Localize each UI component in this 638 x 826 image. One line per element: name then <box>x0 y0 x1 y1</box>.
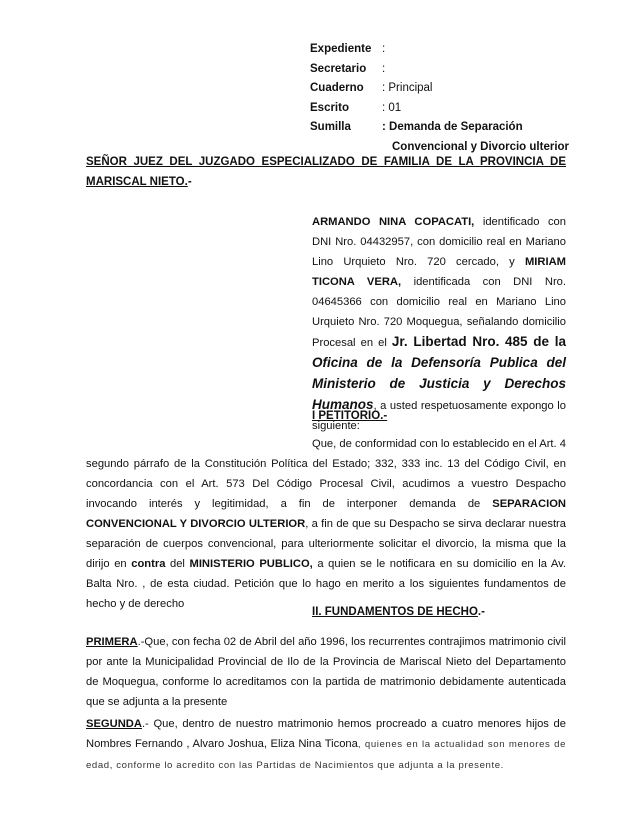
sumilla-label: Sumilla <box>310 121 351 133</box>
petitioner-block <box>312 212 566 436</box>
petitorio-heading: I PETITORIO.- <box>312 410 388 422</box>
sumilla-continuation: Convencional y Divorcio ulterior <box>392 140 570 153</box>
secretario-label: Secretario <box>310 62 367 75</box>
petitioner-text-2: identificada con DNI Nro. 04645366 con domicilio real en Mariano Lino Urquieto Nro. 720 Moquegua, señalando domicilio Procesal en el <box>312 276 566 349</box>
addressee <box>86 152 566 192</box>
segunda-label: SEGUNDA <box>86 718 142 730</box>
petitorio-bold-3: MINISTERIO PUBLICO, <box>189 558 313 570</box>
addressee-suffix: - <box>187 176 192 188</box>
primera-label: PRIMERA <box>86 636 138 648</box>
escrito-label: Escrito <box>310 101 349 114</box>
fundamentos-heading <box>312 606 485 618</box>
segunda-text: .- Que, dentro de nuestro matrimonio hemos procreado a cuatro menores hijos de Nombres Fernando , Alvaro Joshua, Eliza Nina Ticona <box>86 718 566 750</box>
procedural-address: Jr. Libertad Nro. 485 de la <box>391 334 566 349</box>
petitorio-text-2: , a fin de que su Despacho se sirva declarar nuestra separación de cuerpos convencional, para ulteriormente solicitar el divorcio, la misma que la dirijo en <box>86 518 566 570</box>
petitorio-bold-1: SEPARACION CONVENCIONAL Y DIVORCIO ULTERIOR <box>86 498 566 530</box>
petitorio-text-1: Que, de conformidad con lo establecido en el Art. 4 segundo párrafo de la Constitución Política del Estado; 332, 333 inc. 13 del Código Civil, en concordancia con el Art. 573 Del Código Procesal Civil, acudimos a vuestro Despacho invocando interés y legitimidad, a fin de interponer demanda de <box>86 438 566 510</box>
case-metadata <box>310 40 569 157</box>
secretario-value: : <box>382 62 386 75</box>
cuaderno-value: : Principal <box>382 82 433 94</box>
addressee-text: SEÑOR JUEZ DEL JUZGADO ESPECIALIZADO DE FAMILIA DE LA PROVINCIA DE MARISCAL NIETO. <box>86 156 566 188</box>
secretario-row <box>310 60 569 80</box>
petitioner-text-1: identificado con DNI Nro. 04432957, con domicilio real en Mariano Lino Urquieto Nro. 720 cercado, y <box>312 216 567 268</box>
expediente-value: : <box>382 43 386 55</box>
fundamentos-heading-suffix: .- <box>477 606 485 618</box>
defensoria-office: Oficina de la Defensoría Publica del Ministerio de Justicia y Derechos Humanos <box>312 355 566 412</box>
expediente-label: Expediente <box>310 43 372 55</box>
primera-text: .-Que, con fecha 02 de Abril del año 1996, los recurrentes contrajimos matrimonio civil por ante la Municipalidad Provincial de Ilo de la Provincia de Mariscal Nieto del Departamento de Moquegua, conforme lo acreditamos con la partida de matrimonio debidamente autenticada que se adjunta a la presente <box>86 636 566 708</box>
expediente-row <box>310 40 569 60</box>
sumilla-value: : Demanda de Separación <box>382 121 523 133</box>
segunda-small-text: , quienes en la actualidad son menores de edad, conforme lo acredito con las Partidas de Nacimientos que adjunta a la presente. <box>86 739 567 771</box>
escrito-row <box>310 99 569 119</box>
petitorio-bold-2: contra <box>131 558 166 570</box>
petitorio-text-3: del <box>165 558 190 570</box>
sumilla-row <box>310 118 569 138</box>
petitioner-name-1: ARMANDO NINA COPACATI, <box>312 216 475 228</box>
cuaderno-label: Cuaderno <box>310 82 364 94</box>
petitorio-text-4: a quien se le notificara en su domicilio en la Av. Balta Nro. , de esta ciudad. Petición que lo hago en merito a los siguientes fundamentos de hecho y de derecho <box>86 558 567 610</box>
cuaderno-row <box>310 79 569 99</box>
segunda-paragraph <box>86 714 566 776</box>
fundamentos-heading-text: II. FUNDAMENTOS DE HECHO <box>312 606 478 618</box>
petitioner-text-3: , a usted respetuosamente expongo lo siguiente: <box>312 400 566 432</box>
escrito-value: : 01 <box>382 101 402 114</box>
petitioner-name-2: MIRIAM TICONA VERA, <box>312 256 566 288</box>
petitorio-paragraph <box>86 434 566 614</box>
primera-paragraph <box>86 632 566 712</box>
